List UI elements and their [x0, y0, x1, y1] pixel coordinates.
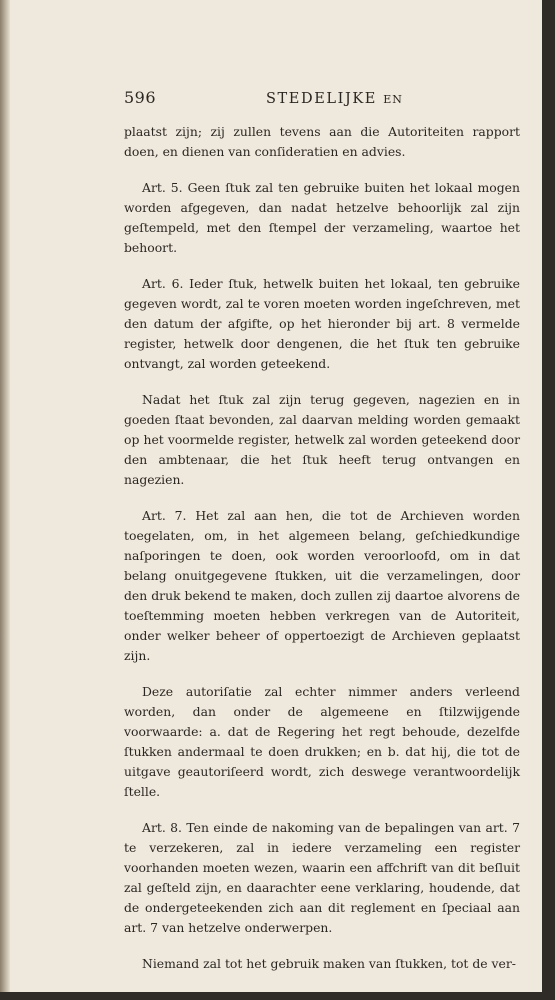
paragraph-article-6-return: Nadat het ſtuk zal zijn terug gegeven, nagezien en in goeden ſtaat bevonden, zal daarvan melding worden gemaakt op het voormelde register, hetwelk zal worden geteekend door den ambtenaar, die het ſtuk heeft terug ontvangen en nagezien. [124, 392, 520, 487]
running-title-suffix: EN [383, 93, 403, 106]
spine-shadow [0, 0, 10, 1000]
paragraph-article-8: Art. 8. Ten einde de nakoming van de bepalingen van art. 7 te verzekeren, zal in iedere verzameling een register voorhanden moeten wezen, waarin een affchrift van dit beſluit zal geſteld zijn, en daarachter eene verklaring, houdende, dat de ondergeteekenden zich aan dit reglement en ſpeciaal aan art. 7 van hetzelve onderwerpen. [124, 820, 520, 935]
running-head [124, 88, 520, 112]
paragraph-final-partial: Niemand zal tot het gebruik maken van ſtukken, tot de ver- [142, 956, 516, 971]
paragraph-article-7-authorisation: Deze autoriſatie zal echter nimmer anders verleend worden, dan onder de algemeene en ſtilzwijgende voorwaarde: a. dat de Regering het regt behoude, dezelfde ſtukken andermaal te doen drukken; en b. dat hij, die tot de uitgave geautoriſeerd wordt, zich deswege verantwoordelijk ſtelle. [124, 684, 520, 799]
page-edge-bottom [0, 992, 555, 1000]
paragraph-article-5: Art. 5. Geen ſtuk zal ten gebruike buiten het lokaal mogen worden afgegeven, dan nadat hetzelve behoorlijk zal zijn geſtempeld, met den ſtempel der verzameling, waartoe het behoort. [124, 180, 520, 255]
running-title [266, 89, 403, 110]
paragraph-article-7: Art. 7. Het zal aan hen, die tot de Archieven worden toegelaten, om, in het algemeen belang, geſchiedkundige naſporingen te doen, ook worden veroorloofd, om in dat belang onuitgegevene ſtukken, uit die verzamelingen, door den druk bekend te maken, doch zullen zij daartoe alvorens de toeſtemming moeten hebben verkregen van de Autoriteit, onder welker beheer of oppertoezigt de Archieven geplaatst zijn. [124, 508, 520, 663]
running-title-main: STEDELIJKE [266, 91, 377, 107]
paragraph-article-6: Art. 6. Ieder ſtuk, hetwelk buiten het lokaal, ten gebruike gegeven wordt, zal te voren moeten worden ingeſchreven, met den datum der afgifte, op het hieronder bij art. 8 vermelde register, hetwelk door dengenen, die het ſtuk ten gebruike ontvangt, zal worden geteekend. [124, 276, 520, 371]
paragraph-continuation: plaatst zijn; zij zullen tevens aan die Autoriteiten rapport doen, en dienen van conſideratien en advies. [124, 124, 520, 159]
page-number: 596 [124, 88, 157, 107]
page-edge-right [542, 0, 555, 1000]
page-text-block [124, 88, 520, 990]
